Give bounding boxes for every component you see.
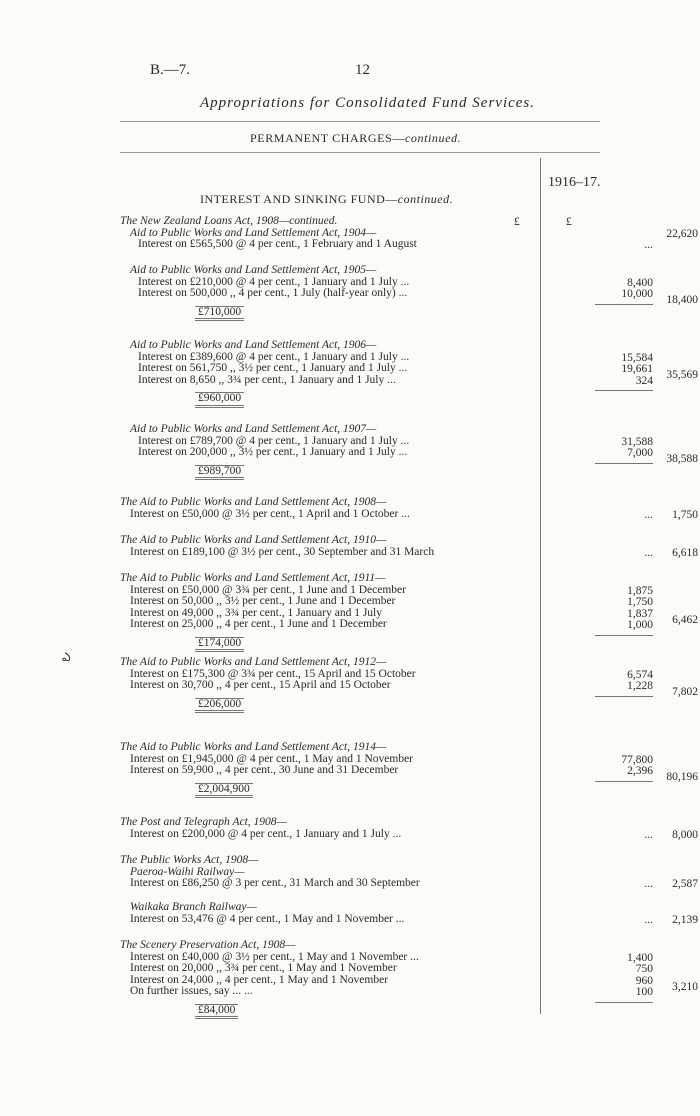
entry-block (120, 817, 700, 840)
stray-mark: ఎ (62, 650, 71, 664)
heading-text: PERMANENT CHARGES— (250, 131, 405, 145)
line-text: Interest on 25,000 ,, 4 per cent., 1 June and 1 December (130, 618, 387, 630)
heading-continued: continued. (404, 131, 462, 145)
line-amount: ... (644, 913, 653, 926)
line-amount: ... (644, 239, 653, 251)
entry-block (120, 216, 700, 251)
year-total: 80,196 (666, 771, 698, 783)
section-heading (200, 192, 453, 207)
entry-block (120, 423, 700, 477)
year-total: 6,618 (672, 546, 698, 559)
line-text: The Aid to Public Works and Land Settlement Act, 1912— (120, 656, 387, 668)
line-text: The New Zealand Loans Act, 1908—continued. (120, 215, 338, 227)
entry-block (120, 497, 700, 520)
line-amount: 750 (635, 963, 653, 975)
line-text: Interest on 8,650 ,, 3¾ per cent., 1 January and 1 July ... (138, 373, 396, 386)
year-total: 3,210 (672, 980, 698, 993)
line-amount: 100 (635, 986, 653, 998)
line-amount: 2,396 (627, 765, 653, 777)
line-text: The Aid to Public Works and Land Settlement Act, 1908— (120, 496, 387, 508)
line-amount: ... (644, 508, 653, 521)
line-text: The Aid to Public Works and Land Settlement Act, 1910— (120, 534, 387, 546)
year-total: 38,588 (666, 453, 698, 465)
line-text: The Post and Telegraph Act, 1908— (120, 816, 287, 828)
entry-block (120, 535, 700, 558)
year-total: 22,620 (666, 227, 698, 240)
year-column-header: 1916–17. (548, 175, 601, 190)
line-text: Interest on £86,250 @ 3 per cent., 31 March and 30 September (130, 877, 420, 889)
line-text: Interest on 49,000 ,, 3¾ per cent., 1 January and 1 July (130, 606, 382, 619)
line-text: Interest on £389,600 @ 4 per cent., 1 January and 1 July ... (138, 350, 410, 363)
line-amount: ... (644, 546, 653, 559)
line-text: On further issues, say ... ... (130, 985, 253, 997)
subtotal-rule (595, 390, 653, 391)
line-amount: 324 (635, 374, 653, 387)
pound-sign-right: £ (566, 216, 572, 228)
entry-block (120, 264, 700, 318)
line-amount: 1,875 (627, 584, 653, 597)
entry-block (120, 741, 700, 795)
page-title: Appropriations for Consolidated Fund Services. (200, 95, 536, 111)
subtotal-rule (595, 635, 653, 636)
line-text: Aid to Public Works and Land Settlement Act, 1906— (130, 339, 377, 351)
principal-total: £710,000 (195, 306, 244, 322)
line-amount: 1,000 (627, 619, 653, 631)
line-text: Interest on £189,100 @ 3½ per cent., 30 September and 31 March (130, 545, 435, 558)
principal-total: £206,000 (195, 698, 244, 714)
line-text: Interest on £40,000 @ 3½ per cent., 1 May and 1 November ... (130, 950, 419, 963)
line-amount: 19,661 (621, 363, 653, 375)
line-amount: 15,584 (621, 351, 653, 364)
line-amount: 8,400 (627, 276, 653, 289)
line-text: Interest on 500,000 ,, 4 per cent., 1 July (half-year only) ... (138, 287, 408, 299)
line-text: The Scenery Preservation Act, 1908— (120, 939, 296, 951)
line-text: Interest on £50,000 @ 3½ per cent., 1 April and 1 October ... (130, 507, 410, 520)
year-total: 6,462 (672, 613, 698, 626)
line-amount: 1,228 (627, 680, 653, 692)
entry-block (120, 656, 700, 710)
year-total: 35,569 (666, 369, 698, 381)
year-total: 8,000 (672, 828, 698, 841)
line-text: Interest on £50,000 @ 3¾ per cent., 1 June and 1 December (130, 583, 406, 596)
line-amount: 31,588 (621, 435, 653, 448)
line-text: Interest on 561,750 ,, 3½ per cent., 1 January and 1 July ... (138, 362, 408, 374)
line-text: Paeroa-Waihi Railway— (130, 865, 245, 878)
line-text: Interest on 50,000 ,, 3½ per cent., 1 June and 1 December (130, 595, 396, 607)
line-text: Interest on £175,300 @ 3¾ per cent., 15 April and 15 October (130, 667, 416, 680)
line-text: The Public Works Act, 1908— (120, 854, 259, 866)
line-amount: ... (644, 878, 653, 890)
line-amount: ... (644, 828, 653, 841)
section-continued: continued. (397, 192, 454, 206)
line-text: Interest on 20,000 ,, 3¾ per cent., 1 May and 1 November (130, 962, 397, 974)
line-text: Interest on £200,000 @ 4 per cent., 1 January and 1 July ... (130, 827, 402, 840)
principal-total: £2,004,900 (195, 783, 253, 799)
title-rule (120, 121, 600, 122)
line-amount: 77,800 (621, 753, 653, 766)
line-text: Aid to Public Works and Land Settlement Act, 1905— (130, 264, 377, 276)
line-text: Interest on 53,476 @ 4 per cent., 1 May and 1 November ... (130, 912, 405, 925)
line-text: Interest on £210,000 @ 4 per cent., 1 January and 1 July ... (138, 275, 410, 288)
subtotal-rule (595, 1002, 653, 1003)
line-text: Interest on £565,500 @ 4 per cent., 1 February and 1 August (138, 238, 417, 250)
year-total: 2,139 (672, 913, 698, 926)
line-amount: 1,400 (627, 951, 653, 964)
principal-total: £84,000 (195, 1004, 238, 1020)
line-amount: 7,000 (627, 447, 653, 459)
year-total: 18,400 (666, 294, 698, 306)
pound-sign-left: £ (514, 216, 520, 228)
document-reference: B.—7. (150, 62, 191, 78)
line-text: Interest on 200,000 ,, 3½ per cent., 1 January and 1 July ... (138, 446, 408, 458)
year-total: 1,750 (672, 508, 698, 521)
principal-total: £989,700 (195, 465, 244, 481)
line-amount: 960 (635, 974, 653, 987)
line-amount: 1,750 (627, 596, 653, 608)
line-amount: 6,574 (627, 668, 653, 681)
page-number: 12 (355, 62, 370, 78)
entry-block (120, 572, 700, 649)
line-text: Interest on £789,700 @ 4 per cent., 1 January and 1 July ... (138, 434, 410, 447)
line-amount: 1,837 (627, 607, 653, 620)
principal-total: £174,000 (195, 637, 244, 653)
entry-block (120, 902, 700, 925)
heading-rule (120, 152, 600, 153)
line-text: Interest on £1,945,000 @ 4 per cent., 1 May and 1 November (130, 752, 414, 765)
principal-total: £960,000 (195, 392, 244, 408)
line-text: Aid to Public Works and Land Settlement Act, 1907— (130, 423, 377, 435)
line-text: Interest on 30,700 ,, 4 per cent., 15 April and 15 October (130, 679, 391, 691)
section-text: INTEREST AND SINKING FUND— (200, 192, 398, 206)
entry-block (120, 339, 700, 404)
entry-block (120, 855, 700, 890)
entry-block (120, 939, 700, 1016)
line-amount: 10,000 (621, 288, 653, 300)
line-text: Interest on 59,900 ,, 4 per cent., 30 June and 31 December (130, 764, 399, 776)
line-text: Interest on 24,000 ,, 4 per cent., 1 May and 1 November (130, 973, 389, 986)
line-text: Waikaka Branch Railway— (130, 901, 257, 913)
line-text: The Aid to Public Works and Land Settlement Act, 1914— (120, 741, 387, 753)
line-text: The Aid to Public Works and Land Settlement Act, 1911— (120, 572, 386, 584)
year-total: 7,802 (672, 686, 698, 698)
permanent-charges-heading (250, 131, 461, 146)
line-text: Aid to Public Works and Land Settlement Act, 1904— (130, 226, 377, 239)
year-total: 2,587 (672, 878, 698, 890)
